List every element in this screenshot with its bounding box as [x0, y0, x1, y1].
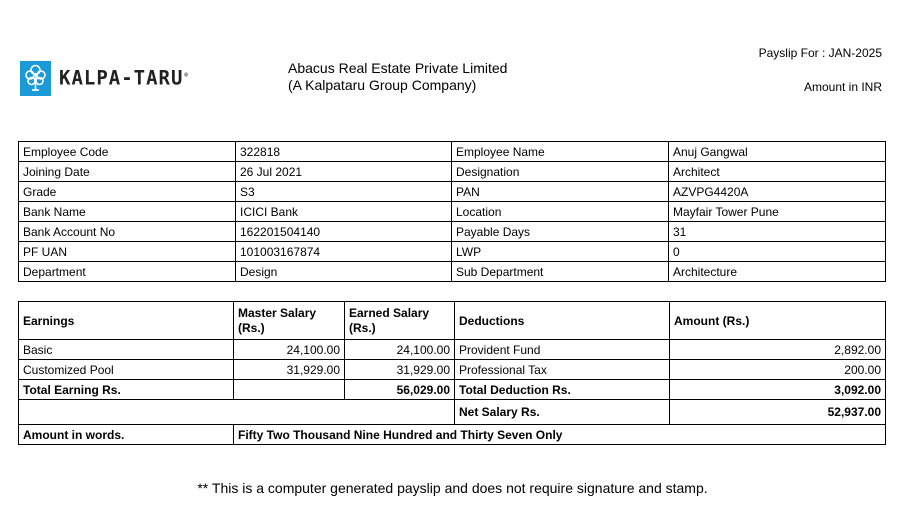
net-salary-row [19, 400, 886, 425]
field-label: Designation [452, 162, 669, 182]
amount-in-words-row [19, 425, 886, 445]
master-salary-value: 31,929.00 [234, 360, 345, 380]
tree-logo-icon [20, 61, 51, 96]
field-value: 26 Jul 2021 [236, 162, 452, 182]
master-salary-header: Master Salary (Rs.) [234, 302, 345, 340]
earning-name: Basic [19, 340, 234, 360]
field-label: Employee Name [452, 142, 669, 162]
salary-row [19, 340, 886, 360]
deduction-amount: 200.00 [670, 360, 886, 380]
currency-note: Amount in INR [803, 80, 882, 94]
earning-name: Customized Pool [19, 360, 234, 380]
net-salary-spacer [19, 400, 455, 425]
total-deduction-label: Total Deduction Rs. [455, 380, 670, 400]
deductions-header: Deductions [455, 302, 670, 340]
total-earning-master [234, 380, 345, 400]
total-earning-label: Total Earning Rs. [19, 380, 234, 400]
earned-salary-value: 31,929.00 [345, 360, 455, 380]
field-label: Sub Department [452, 262, 669, 282]
total-earning-value: 56,029.00 [345, 380, 455, 400]
amount-in-words-label: Amount in words. [19, 425, 234, 445]
net-salary-label: Net Salary Rs. [455, 400, 670, 425]
field-label: Department [19, 262, 236, 282]
salary-row [19, 360, 886, 380]
field-label: Bank Account No [19, 222, 236, 242]
field-value: Design [236, 262, 452, 282]
salary-header-row [19, 302, 886, 340]
employee-row [19, 202, 886, 222]
employee-row [19, 142, 886, 162]
amount-header: Amount (Rs.) [670, 302, 886, 340]
master-salary-value: 24,100.00 [234, 340, 345, 360]
field-label: Bank Name [19, 202, 236, 222]
field-label: Employee Code [19, 142, 236, 162]
employee-row [19, 222, 886, 242]
net-salary-value: 52,937.00 [670, 400, 886, 425]
amount-in-words-value: Fifty Two Thousand Nine Hundred and Thirty Seven Only [234, 425, 886, 445]
field-value: 162201504140 [236, 222, 452, 242]
employee-row [19, 242, 886, 262]
company-logo [20, 60, 190, 96]
field-label: Payable Days [452, 222, 669, 242]
field-value: 322818 [236, 142, 452, 162]
field-label: Grade [19, 182, 236, 202]
field-value: ICICI Bank [236, 202, 452, 222]
field-label: PF UAN [19, 242, 236, 262]
field-label: Location [452, 202, 669, 222]
field-value: 0 [669, 242, 886, 262]
earnings-header: Earnings [19, 302, 234, 340]
field-value: 31 [669, 222, 886, 242]
field-value: Anuj Gangwal [669, 142, 886, 162]
field-label: Joining Date [19, 162, 236, 182]
company-name: Abacus Real Estate Private Limited [288, 60, 508, 76]
total-deduction-value: 3,092.00 [670, 380, 886, 400]
field-value: AZVPG4420A [669, 182, 886, 202]
salary-table [18, 301, 886, 445]
deduction-name: Provident Fund [455, 340, 670, 360]
logo-wordmark: KALPA-TARU® [59, 66, 190, 90]
field-label: PAN [452, 182, 669, 202]
deduction-amount: 2,892.00 [670, 340, 886, 360]
earned-salary-header: Earned Salary (Rs.) [345, 302, 455, 340]
field-value: Mayfair Tower Pune [669, 202, 886, 222]
field-label: LWP [452, 242, 669, 262]
totals-row [19, 380, 886, 400]
employee-row [19, 262, 886, 282]
employee-row [19, 162, 886, 182]
field-value: S3 [236, 182, 452, 202]
field-value: Architect [669, 162, 886, 182]
company-name-block [288, 60, 507, 94]
footer-note: ** This is a computer generated payslip and does not require signature and stamp. [197, 480, 708, 496]
field-value: 101003167874 [236, 242, 452, 262]
company-group: (A Kalpataru Group Company) [288, 77, 477, 93]
employee-details-table [18, 141, 886, 282]
employee-row [19, 182, 886, 202]
payslip-period: Payslip For : JAN-2025 [758, 46, 882, 60]
registered-mark: ® [184, 71, 190, 79]
field-value: Architecture [669, 262, 886, 282]
earned-salary-value: 24,100.00 [345, 340, 455, 360]
deduction-name: Professional Tax [455, 360, 670, 380]
